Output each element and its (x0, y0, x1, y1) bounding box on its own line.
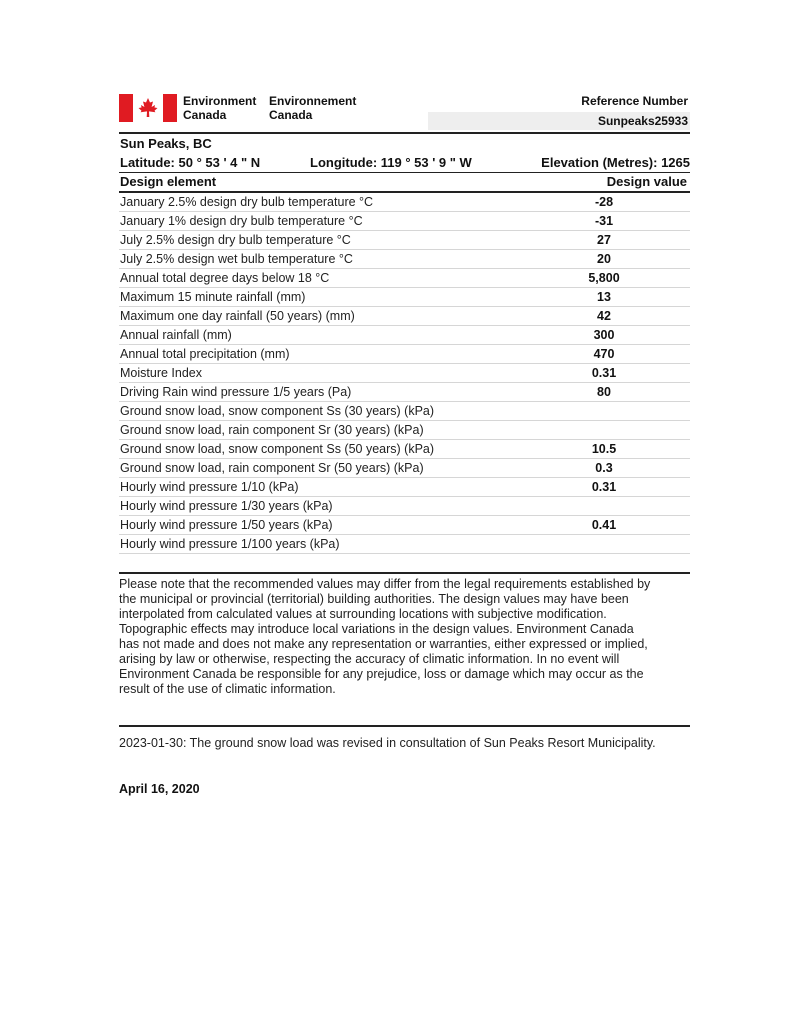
table-row (119, 307, 690, 326)
column-design-value: Design value (606, 174, 687, 189)
table-row (119, 326, 690, 345)
disclaimer-line: Topographic effects may introduce local variations in the design values. Environment Canada (119, 622, 634, 636)
table-row (119, 535, 690, 554)
disclaimer-line: Environment Canada be responsible for any prejudice, loss or damage which may occur as the (119, 667, 644, 681)
design-value-cell: -31 (554, 212, 654, 231)
design-element-cell: Hourly wind pressure 1/30 years (kPa) (119, 497, 590, 516)
design-value-cell: 0.31 (554, 364, 654, 383)
design-value-cell: 0.41 (554, 516, 654, 535)
design-element-cell: July 2.5% design wet bulb temperature °C (119, 250, 590, 269)
design-value-cell (554, 402, 654, 421)
table-row (119, 440, 690, 459)
disclaimer-line: Please note that the recommended values may differ from the legal requirements established by (119, 577, 651, 591)
table-row (119, 516, 690, 535)
design-element-cell: January 2.5% design dry bulb temperature °C (119, 193, 590, 212)
department-en-line2: Canada (183, 108, 227, 122)
design-element-cell: Hourly wind pressure 1/10 (kPa) (119, 478, 590, 497)
design-value-cell (554, 535, 654, 554)
table-row (119, 345, 690, 364)
design-element-cell: Hourly wind pressure 1/100 years (kPa) (119, 535, 590, 554)
table-row (119, 269, 690, 288)
design-value-cell: 0.31 (554, 478, 654, 497)
header (119, 90, 690, 132)
canada-flag-icon (119, 94, 177, 122)
design-value-cell (554, 497, 654, 516)
design-element-cell: January 1% design dry bulb temperature °C (119, 212, 590, 231)
table-row (119, 402, 690, 421)
design-value-cell (554, 421, 654, 440)
reference-number-label: Reference Number (581, 94, 688, 108)
design-element-cell: Annual total degree days below 18 °C (119, 269, 590, 288)
reference-number-value: Sunpeaks25933 (428, 112, 690, 130)
disclaimer-line: the municipal or provincial (territorial) building authorities. The design values may have been (119, 592, 629, 606)
table-row (119, 193, 690, 212)
latitude: Latitude: 50 ° 53 ' 4 " N (120, 155, 261, 170)
design-value-cell: 20 (554, 250, 654, 269)
revision-note: 2023-01-30: The ground snow load was revised in consultation of Sun Peaks Resort Municipality. (119, 725, 690, 751)
design-element-cell: Ground snow load, rain component Sr (30 years) (kPa) (119, 421, 590, 440)
design-element-cell: Moisture Index (119, 364, 590, 383)
design-value-cell: 5,800 (554, 269, 654, 288)
design-value-cell: 27 (554, 231, 654, 250)
design-element-cell: Maximum one day rainfall (50 years) (mm) (119, 307, 590, 326)
department-en-line1: Environment (183, 94, 257, 108)
design-element-cell: Maximum 15 minute rainfall (mm) (119, 288, 590, 307)
design-element-cell: Ground snow load, snow component Ss (50 years) (kPa) (119, 440, 590, 459)
disclaimer-line: arising by law or otherwise, respecting the accuracy of climatic information. In no event will (119, 652, 620, 666)
design-element-cell: Annual rainfall (mm) (119, 326, 590, 345)
table-row (119, 364, 690, 383)
design-element-cell: Driving Rain wind pressure 1/5 years (Pa) (119, 383, 590, 402)
department-name-english (183, 94, 256, 122)
design-value-cell: -28 (554, 193, 654, 212)
design-element-cell: Hourly wind pressure 1/50 years (kPa) (119, 516, 590, 535)
design-value-cell: 0.3 (554, 459, 654, 478)
disclaimer-note (119, 572, 690, 697)
elevation: Elevation (Metres): 1265 (541, 155, 690, 170)
design-element-cell: Annual total precipitation (mm) (119, 345, 590, 364)
design-element-cell: July 2.5% design dry bulb temperature °C (119, 231, 590, 250)
table-row (119, 421, 690, 440)
longitude: Longitude: 119 ° 53 ' 9 " W (310, 155, 472, 170)
table-row (119, 250, 690, 269)
document-date: April 16, 2020 (119, 782, 200, 796)
table-row (119, 288, 690, 307)
design-values-sheet (119, 90, 690, 796)
department-fr-line1: Environnement (269, 94, 357, 108)
design-value-cell: 42 (554, 307, 654, 326)
coordinates-row (119, 153, 690, 172)
design-value-cell: 13 (554, 288, 654, 307)
design-element-cell: Ground snow load, snow component Ss (30 years) (kPa) (119, 402, 590, 421)
design-value-cell: 80 (554, 383, 654, 402)
design-value-cell: 10.5 (554, 440, 654, 459)
design-value-cell: 300 (554, 326, 654, 345)
table-row (119, 459, 690, 478)
column-design-element: Design element (120, 174, 217, 189)
department-name-french (269, 94, 356, 122)
design-value-cell: 470 (554, 345, 654, 364)
design-values-table (119, 193, 690, 554)
table-row (119, 497, 690, 516)
design-element-cell: Ground snow load, rain component Sr (50 years) (kPa) (119, 459, 590, 478)
disclaimer-line: has not made and does not make any representation or warranties, either expressed or implied, (119, 637, 648, 651)
disclaimer-line: interpolated from calculated values at surrounding locations with subjective modification. (119, 607, 607, 621)
table-row (119, 231, 690, 250)
table-header (119, 173, 690, 191)
table-row (119, 212, 690, 231)
department-fr-line2: Canada (269, 108, 313, 122)
location-name: Sun Peaks, BC (120, 136, 212, 151)
table-row (119, 383, 690, 402)
table-row (119, 478, 690, 497)
disclaimer-line: result of the use of climatic information. (119, 682, 336, 696)
